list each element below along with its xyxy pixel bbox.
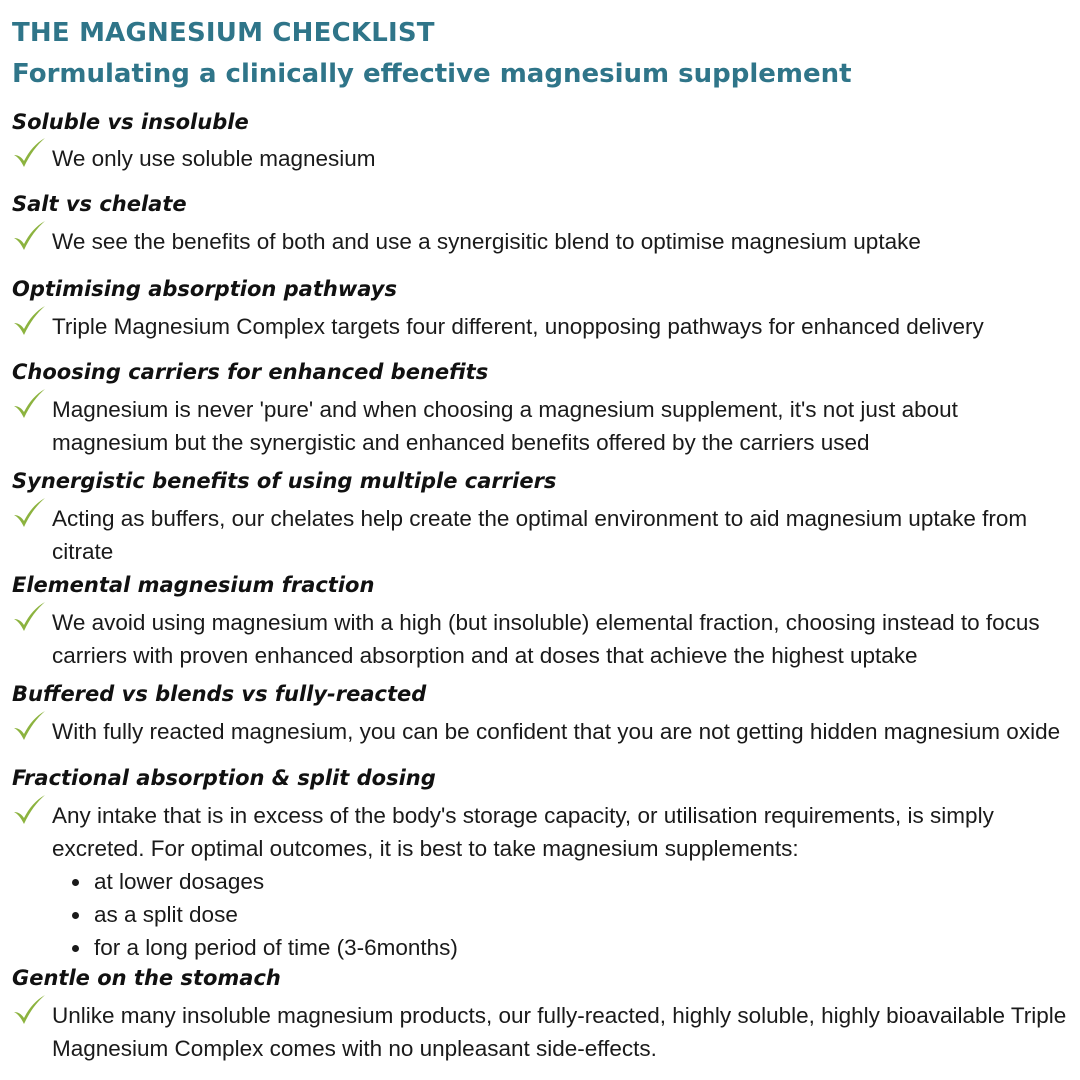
page-title: THE MAGNESIUM CHECKLIST [12, 18, 435, 48]
checklist-item-text: We only use soluble magnesium [52, 146, 376, 171]
checklist-item [12, 799, 1076, 964]
checklist-item-text: We avoid using magnesium with a high (but insoluble) elemental fraction, choosing instead to focus carriers with proven enhanced absorption and at doses that achieve the highest uptake [52, 610, 1040, 668]
section-heading: Synergistic benefits of using multiple carriers [12, 469, 557, 493]
checklist-item [12, 606, 1076, 672]
check-icon [12, 387, 48, 423]
checklist-item-text: Acting as buffers, our chelates help create the optimal environment to aid magnesium uptake from citrate [52, 506, 1028, 564]
checklist-item [12, 225, 1076, 258]
section-heading: Soluble vs insoluble [12, 110, 249, 134]
section-heading: Choosing carriers for enhanced benefits [12, 360, 489, 384]
check-icon [12, 793, 48, 829]
checklist-item-text: We see the benefits of both and use a synergisitic blend to optimise magnesium uptake [52, 229, 921, 254]
checklist-item [12, 310, 1076, 343]
bullet-list [52, 865, 1076, 964]
checklist-item [12, 715, 1076, 748]
section-heading: Elemental magnesium fraction [12, 573, 375, 597]
section-heading: Optimising absorption pathways [12, 277, 397, 301]
checklist-item-text: Unlike many insoluble magnesium products, our fully-reacted, highly soluble, highly bioavailable Triple Magnesium Complex comes with no unpleasant side-effects. [52, 1003, 1067, 1061]
checklist-item-text: Magnesium is never 'pure' and when choosing a magnesium supplement, it's not just about magnesium but the synergistic and enhanced benefits offered by the carriers used [52, 397, 958, 455]
check-icon [12, 496, 48, 532]
checklist-item-text: Triple Magnesium Complex targets four different, unopposing pathways for enhanced delivery [52, 314, 984, 339]
check-icon [12, 993, 48, 1029]
check-icon [12, 136, 48, 172]
checklist-item-text: With fully reacted magnesium, you can be confident that you are not getting hidden magnesium oxide [52, 719, 1061, 744]
section-heading: Gentle on the stomach [12, 966, 281, 990]
checklist-item [12, 142, 1076, 175]
bullet-item: • for a long period of time (3-6months) [92, 931, 1076, 964]
bullet-item: • as a split dose [92, 898, 1076, 931]
check-icon [12, 709, 48, 745]
check-icon [12, 600, 48, 636]
check-icon [12, 304, 48, 340]
bullet-item: • at lower dosages [92, 865, 1076, 898]
checklist-item [12, 502, 1076, 568]
page-subtitle: Formulating a clinically effective magnesium supplement [12, 59, 852, 89]
checklist-item-text [52, 799, 1076, 964]
section-heading: Salt vs chelate [12, 192, 187, 216]
check-icon [12, 219, 48, 255]
section-heading: Buffered vs blends vs fully-reacted [12, 682, 427, 706]
checklist-item [12, 393, 1076, 459]
checklist-item-paragraph: Any intake that is in excess of the body's storage capacity, or utilisation requirements, is simply excreted. For optimal outcomes, it is best to take magnesium supplements: [52, 803, 994, 861]
checklist-item [12, 999, 1076, 1065]
section-heading: Fractional absorption & split dosing [12, 766, 436, 790]
